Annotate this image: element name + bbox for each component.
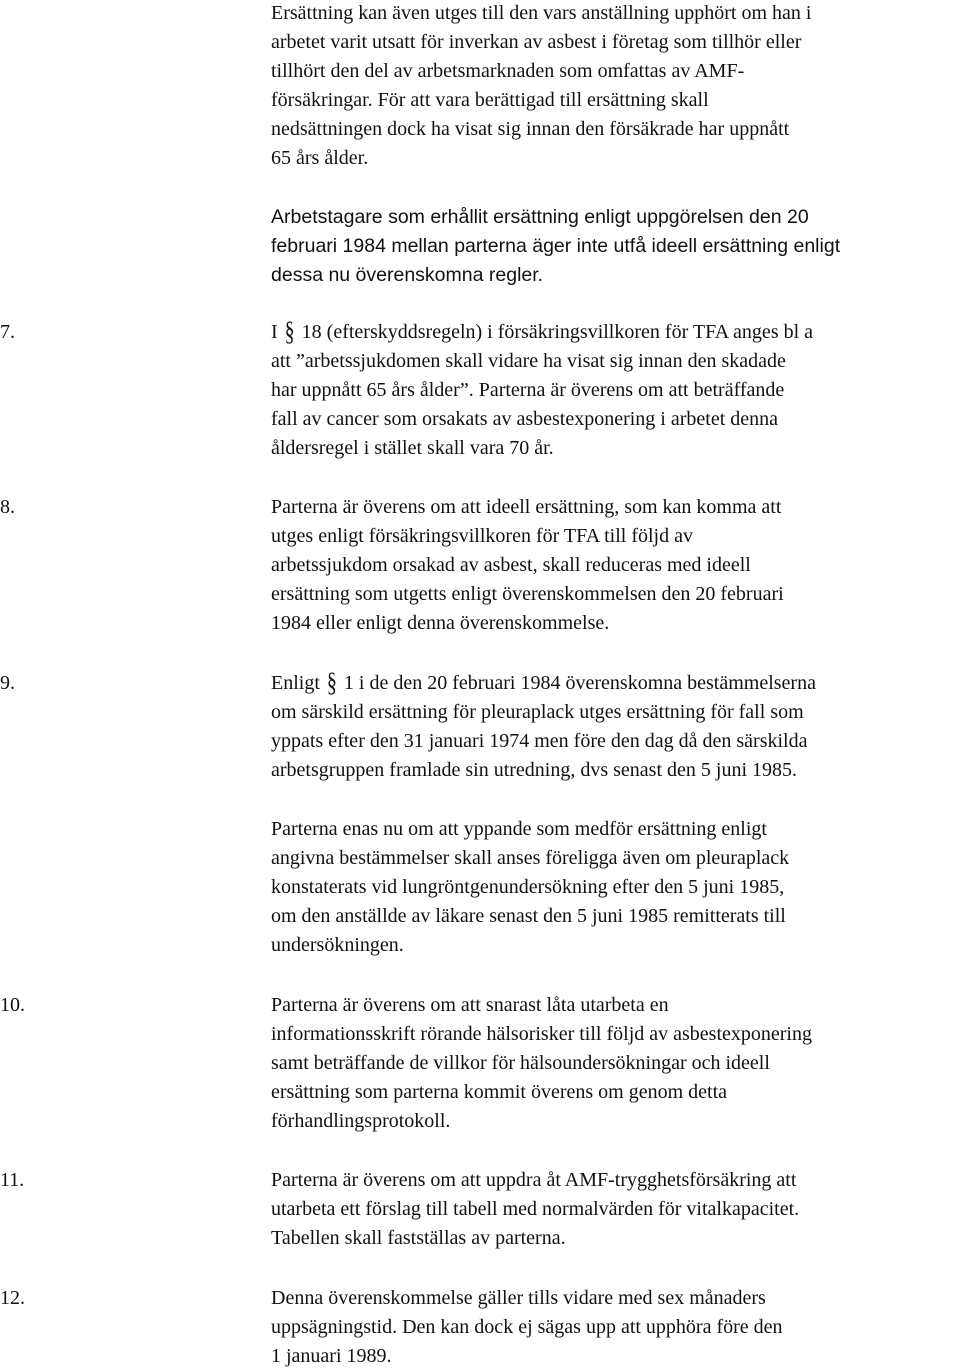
text-line: 1 januari 1989. [271,1345,392,1367]
text-fragment: 1 i de den 20 februari 1984 överenskomna bestämmelserna [338,672,816,694]
intro-paragraph-1 [271,0,960,173]
text-line [271,318,960,347]
item-7-text [271,318,960,463]
item-8-number: 8. [0,496,15,518]
section-sign: § [284,316,295,347]
text-line: Denna överenskommelse gäller tills vidare med sex månaders [271,1287,766,1309]
text-line [271,669,960,698]
text-line: samt beträffande de villkor för hälsoundersökningar och ideell [271,1052,770,1074]
text-line: om särskild ersättning för pleuraplack utges ersättning för fall som [271,701,804,723]
item-12-number: 12. [0,1287,25,1309]
text-line: utges enligt försäkringsvillkoren för TFA till följd av [271,525,693,547]
text-line: yppats efter den 31 januari 1974 men före den dag då den särskilda [271,730,808,752]
text-line: uppsägningstid. Den kan dock ej sägas upp att upphöra före den [271,1316,783,1338]
text-line: Parterna är överens om att uppdra åt AMF-trygghetsförsäkring att [271,1169,797,1191]
item-9-paragraph-2 [271,815,960,960]
item-7-number: 7. [0,321,15,343]
text-line: förhandlingsprotokoll. [271,1110,451,1132]
item-11-number: 11. [0,1169,25,1191]
text-line: ersättning som parterna kommit överens om genom detta [271,1081,727,1103]
text-line: Arbetstagare som erhållit ersättning enligt uppgörelsen den 20 [271,206,809,228]
text-line: undersökningen. [271,934,404,956]
text-line: Parterna enas nu om att yppande som medför ersättning enligt [271,818,767,840]
section-sign: § [326,667,337,698]
text-line: arbetssjukdom orsakad av asbest, skall reduceras med ideell [271,554,751,576]
text-line: Ersättning kan även utges till den vars anställning upphört om han i [271,2,812,24]
text-line: angivna bestämmelser skall anses föreligga även om pleuraplack [271,847,790,869]
text-line: om den anställde av läkare senast den 5 juni 1985 remitterats till [271,905,786,927]
text-line: tillhört den del av arbetsmarknaden som omfattas av AMF- [271,60,745,82]
text-line: har uppnått 65 års ålder”. Parterna är överens om att beträffande [271,379,785,401]
item-9-text [271,669,960,785]
text-line: februari 1984 mellan parterna äger inte utfå ideell ersättning enligt [271,235,841,257]
text-line: Tabellen skall fastställas av parterna. [271,1227,566,1249]
text-line: försäkringar. För att vara berättigad till ersättning skall [271,89,709,111]
text-line: konstaterats vid lungröntgenundersökning efter den 5 juni 1985, [271,876,785,898]
text-line: arbetsgruppen framlade sin utredning, dvs senast den 5 juni 1985. [271,759,797,781]
text-line: dessa nu överenskomna regler. [271,264,544,286]
item-9-number: 9. [0,672,15,694]
text-line: Parterna är överens om att snarast låta utarbeta en [271,994,669,1016]
text-fragment: 18 (efterskyddsregeln) i försäkringsvillkoren för TFA anges bl a [296,321,814,343]
text-line: Parterna är överens om att ideell ersättning, som kan komma att [271,496,782,518]
text-line: 1984 eller enligt denna överenskommelse. [271,612,610,634]
text-line: arbetet varit utsatt för inverkan av asbest i företag som tillhör eller [271,31,802,53]
text-line: ersättning som utgetts enligt överenskommelsen den 20 februari [271,583,784,605]
text-fragment: I [271,321,283,343]
item-8-text [271,493,960,638]
text-line: utarbeta ett förslag till tabell med normalvärden för vitalkapacitet. [271,1198,800,1220]
item-12-text [271,1284,960,1371]
text-line: åldersregel i stället skall vara 70 år. [271,437,554,459]
intro-paragraph-2 [271,203,960,290]
text-line: fall av cancer som orsakats av asbestexponering i arbetet denna [271,408,779,430]
text-line: nedsättningen dock ha visat sig innan den försäkrade har uppnått [271,118,790,140]
text-line: informationsskrift rörande hälsorisker till följd av asbestexponering [271,1023,812,1045]
text-line: 65 års ålder. [271,147,369,169]
item-10-text [271,991,960,1136]
text-fragment: Enligt [271,672,325,694]
item-11-text [271,1166,960,1253]
text-line: att ”arbetssjukdomen skall vidare ha visat sig innan den skadade [271,350,786,372]
item-10-number: 10. [0,994,25,1016]
